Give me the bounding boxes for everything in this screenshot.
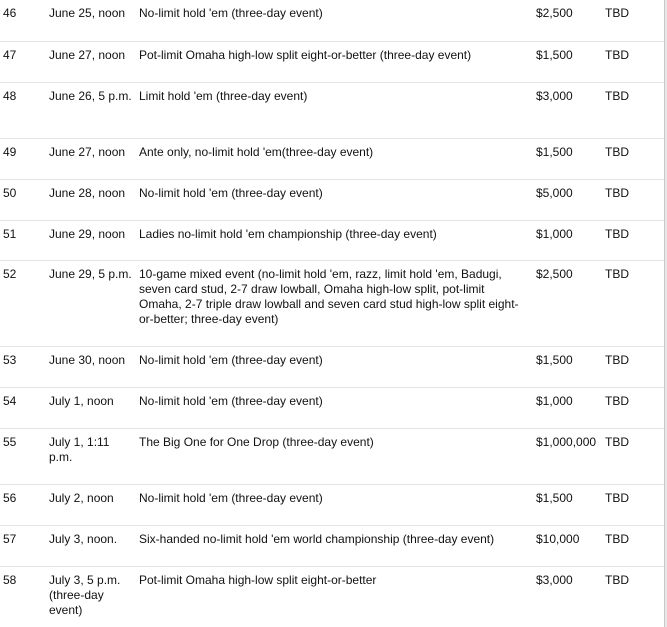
event-number: 53 [0,346,46,387]
event-description: Pot-limit Omaha high-low split eight-or-better [139,572,377,587]
event-result: TBD [602,82,664,138]
event-result: TBD [602,41,664,82]
event-result: TBD [602,346,664,387]
table-row [0,0,664,41]
table-row [0,260,664,346]
event-description: No-limit hold 'em (three-day event) [136,484,533,525]
table-row [0,82,664,138]
event-date: June 30, noon [46,346,136,387]
event-number: 52 [0,260,46,346]
event-buyin: $1,000,000 [533,428,602,484]
event-date: July 3, 5 p.m. (three-day event) [49,572,121,617]
event-description: No-limit hold 'em (three-day event) [136,179,533,220]
event-description: No-limit hold 'em (three-day event) [136,387,533,428]
event-date: June 26, 5 p.m. [46,82,136,138]
event-number: 57 [0,525,46,566]
event-result: TBD [602,260,664,346]
event-result: TBD [602,138,664,179]
event-result: TBD [605,572,629,587]
event-result: TBD [602,0,664,41]
event-result: TBD [602,525,664,566]
event-buyin: $2,500 [533,0,602,41]
event-number: 48 [0,82,46,138]
event-buyin: $3,000 [536,572,573,587]
event-buyin: $1,500 [533,41,602,82]
event-buyin: $10,000 [533,525,602,566]
event-number: 55 [0,428,46,484]
event-description: Pot-limit Omaha high-low split eight-or-better (three-day event) [136,41,533,82]
table-row [0,387,664,428]
table-row [0,179,664,220]
event-date: June 27, noon [46,138,136,179]
event-result: TBD [602,179,664,220]
event-description: 10-game mixed event (no-limit hold 'em, razz, limit hold 'em, Badugi, seven card stud, 2-7 draw lowball, Omaha high-low split, pot-limit Omaha, 2-7 triple draw lowball and seven card stud high-low split eight-or-better; three-day event) [136,260,533,346]
table-row [0,346,664,387]
event-description: No-limit hold 'em (three-day event) [136,346,533,387]
event-result: TBD [602,387,664,428]
event-buyin: $1,500 [533,346,602,387]
event-buyin: $1,000 [533,220,602,260]
event-buyin: $5,000 [533,179,602,220]
event-description: Ante only, no-limit hold 'em(three-day event) [136,138,533,179]
event-date: June 29, 5 p.m. [46,260,136,346]
event-description: Ladies no-limit hold 'em championship (three-day event) [136,220,533,260]
event-buyin: $1,000 [533,387,602,428]
event-result: TBD [602,484,664,525]
event-result: TBD [602,428,664,484]
event-date: July 3, noon. [46,525,136,566]
event-date: June 29, noon [46,220,136,260]
event-number: 49 [0,138,46,179]
event-result: TBD [602,220,664,260]
event-date: June 28, noon [46,179,136,220]
table-row [0,41,664,82]
event-number: 54 [0,387,46,428]
table-row [0,138,664,179]
event-number: 50 [0,179,46,220]
table-row [0,484,664,525]
event-description: Six-handed no-limit hold 'em world championship (three-day event) [136,525,533,566]
event-buyin: $2,500 [533,260,602,346]
event-date: July 2, noon [46,484,136,525]
event-buyin: $3,000 [533,82,602,138]
table-row [0,428,664,484]
event-number: 51 [0,220,46,260]
event-number: 47 [0,41,46,82]
event-description: Limit hold 'em (three-day event) [136,82,533,138]
event-description: No-limit hold 'em (three-day event) [136,0,533,41]
event-buyin: $1,500 [533,484,602,525]
table-row [0,525,664,566]
event-number: 56 [0,484,46,525]
event-number: 46 [0,0,46,41]
event-date: June 25, noon [46,0,136,41]
event-date: June 27, noon [46,41,136,82]
event-description: The Big One for One Drop (three-day event) [136,428,533,484]
table-row [0,220,664,260]
table-row [0,566,664,626]
event-number: 58 [3,572,17,587]
event-buyin: $1,500 [533,138,602,179]
event-date: July 1, noon [46,387,136,428]
event-date: July 1, 1:11 p.m. [46,428,136,484]
